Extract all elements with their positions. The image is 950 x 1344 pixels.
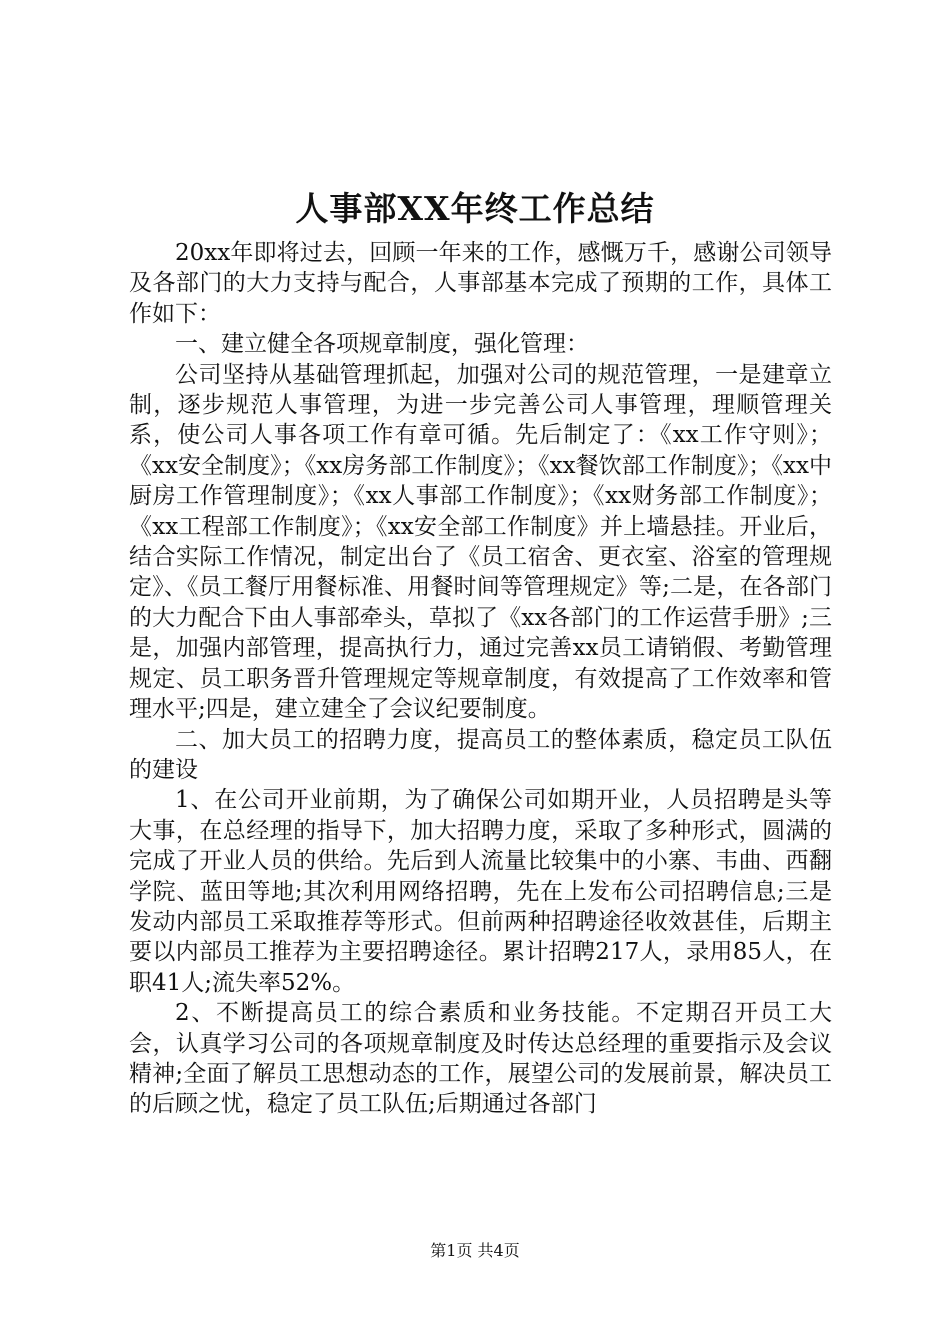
document-title: 人事部XX年终工作总结 — [295, 189, 655, 228]
section-heading-2: 二、加大员工的招聘力度，提高员工的整体素质，稳定员工队伍的建设 — [129, 726, 832, 783]
paragraph-regulations: 公司坚持从基础管理抓起，加强对公司的规范管理，一是建章立制，逐步规范人事管理，为进一步完善公司人事管理，理顺管理关系，使公司人事各项工作有章可循。先后制定了：《xx工作守则》；《xx安全制度》；《xx房务部工作制度》；《xx餐饮部工作制度》；《xx中厨房工作管理制度》；《xx人事部工作制度》；《xx财务部工作制度》；《xx工程部工作制度》；《xx安全部工作制度》并上墙悬挂。开业后，结合实际工作情况，制定出台了《员工宿舍、更衣室、浴室的管理规定》、《员工餐厅用餐标准、用餐时间等管理规定》等;二是，在各部门的大力配合下由人事部牵头，草拟了《xx各部门的工作运营手册》;三是，加强内部管理，提高执行力，通过完善xx员工请销假、考勤管理规定、员工职务晋升管理规定等规章制度，有效提高了工作效率和管理水平;四是，建立建全了会议纪要制度。 — [129, 361, 832, 723]
paragraph-training: 2、不断提高员工的综合素质和业务技能。不定期召开员工大会，认真学习公司的各项规章制度及时传达总经理的重要指示及会议精神;全面了解员工思想动态的工作，展望公司的发展前景，解决员工的后顾之忧，稳定了员工队伍;后期通过各部门 — [129, 1000, 832, 1118]
paragraph-recruitment: 1、在公司开业前期，为了确保公司如期开业，人员招聘是头等大事，在总经理的指导下，加大招聘力度，采取了多种形式，圆满的完成了开业人员的供给。先后到人流量比较集中的小寨、韦曲、西翻学院、蓝田等地;其次利用网络招聘，先在上发布公司招聘信息;三是发动内部员工采取推荐等形式。但前两种招聘途径收效甚佳，后期主要以内部员工推荐为主要招聘途径。累计招聘217人，录用85人，在职41人;流失率52%。 — [129, 787, 832, 996]
paragraph-intro: 20xx年即将过去，回顾一年来的工作，感慨万千，感谢公司领导及各部门的大力支持与配合，人事部基本完成了预期的工作，具体工作如下： — [129, 240, 832, 327]
document-body — [129, 238, 832, 1120]
page-footer: 第1页 共4页 — [430, 1241, 520, 1260]
section-heading-1: 一、建立健全各项规章制度，强化管理： — [175, 331, 589, 358]
